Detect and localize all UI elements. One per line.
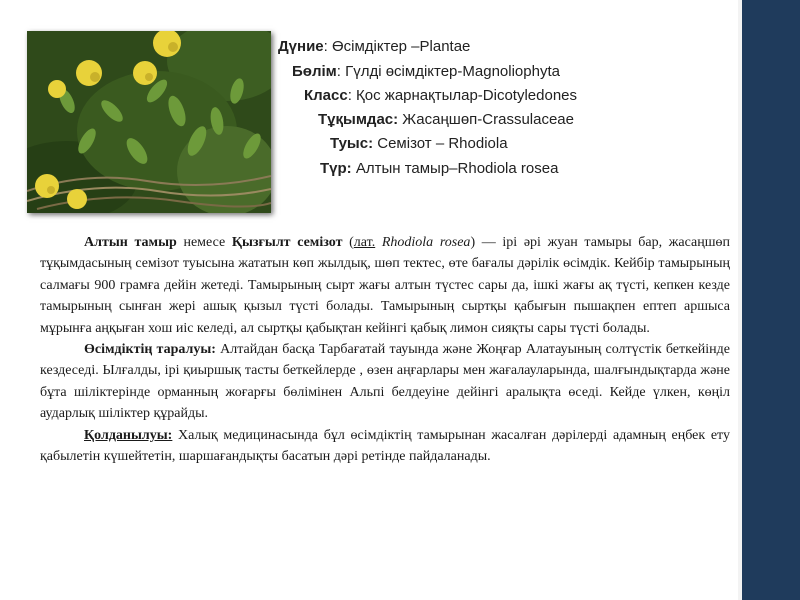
rhodiola-rosea-photo <box>27 31 271 213</box>
taxonomy-kingdom <box>278 37 470 57</box>
name-altyn-tamyr: Алтын тамыр <box>84 235 177 250</box>
taxonomy-family <box>318 110 574 130</box>
taxonomy-kingdom-label: Дүние <box>278 38 324 55</box>
distribution-heading: Өсімдіктің таралуы: <box>84 342 216 358</box>
or-text: немесе <box>176 235 232 250</box>
sidebar-stripe <box>738 0 742 600</box>
sidebar-decoration <box>738 0 800 600</box>
taxonomy-species-label: Түр: <box>320 160 352 177</box>
taxonomy-genus-label: Туыс: <box>330 135 374 152</box>
taxonomy-kingdom-value: : Өсімдіктер –Plantae <box>323 38 471 55</box>
paragraph-distribution <box>40 339 730 425</box>
taxonomy-division-label: Бөлім <box>292 63 337 80</box>
paren-open: ( <box>342 235 354 250</box>
taxonomy-division-value: : Гүлді өсімдіктер-Magnoliophyta <box>336 63 560 80</box>
usage-heading: Қолданылуы: <box>84 427 173 443</box>
latin-abbrev-link[interactable]: лат. <box>353 235 376 250</box>
usage-text: Халық медицинасында бұл өсімдіктің тамырынан жасалған дәрілерді адамның еңбек ету қабылетін күшейтетін, шаршағандықты басатын дәрі ретінде пайдаланады. <box>40 427 730 465</box>
paragraph-description <box>40 232 730 339</box>
taxonomy-class-value: : Қос жарнақтылар-Dicotyledones <box>347 87 578 104</box>
taxonomy-genus-value: Семізот – Rhodiola <box>373 135 508 152</box>
taxonomy-family-value: Жасаңшөп-Crassulaceae <box>398 111 574 128</box>
taxonomy-division <box>292 62 560 82</box>
taxonomy-genus <box>330 134 508 154</box>
name-kyzgylt-semizot: Қызғылт семізот <box>231 235 343 250</box>
taxonomy-species <box>320 159 558 179</box>
taxonomy-species-value: Алтын тамыр–Rhodiola rosea <box>351 160 559 177</box>
taxonomy-class <box>304 86 577 106</box>
distribution-text: Алтайдан басқа Тарбағатай тауында және Жоңғар Алатауының солтүстік беткейінде кездеседі. Ылғалды, ірі қиыршық тасты беткейлерде , өзен аңғарлары мен жағалауларында, шалғындықтарда және бұта шiлiктерiнде орманның жоғарғы бөлiмiнен Альпi белдеуiне дейiнгi аралықта өседi. Кейде үлкен, көңіл аударлық шiлiктер құрайды. <box>40 342 730 422</box>
latin-name: Rhodiola rosea <box>375 235 471 250</box>
plant-image <box>27 31 271 213</box>
description-text <box>40 232 730 467</box>
taxonomy-family-label: Тұқымдас: <box>318 111 399 128</box>
paragraph-usage <box>40 425 730 468</box>
taxonomy-class-label: Класс <box>304 87 348 104</box>
description-rest: ) — ірі әрі жуан тамыры бар, жасаңшөп тұқымдасының семізот туысына жататын көп жылдық, шөп тектес, өте бағалы дәрілік өсімдік. Кейбір тамырының салмағы 900 грамға дейін жетеді. Тамырының сырт жағы алтын түстес сары да, ішкі жағы ақ түсті, кепкен кезде тамырының сынған жері ашық қызыл түсті болады. Тамырының сыртқы қабығын пышақпен ептеп аршыса мұрынға аңқыған хош иіс келеді, ал сыртқы қабықтан кейінгі қабық лимон сияқты сары түсті болады. <box>40 235 730 336</box>
